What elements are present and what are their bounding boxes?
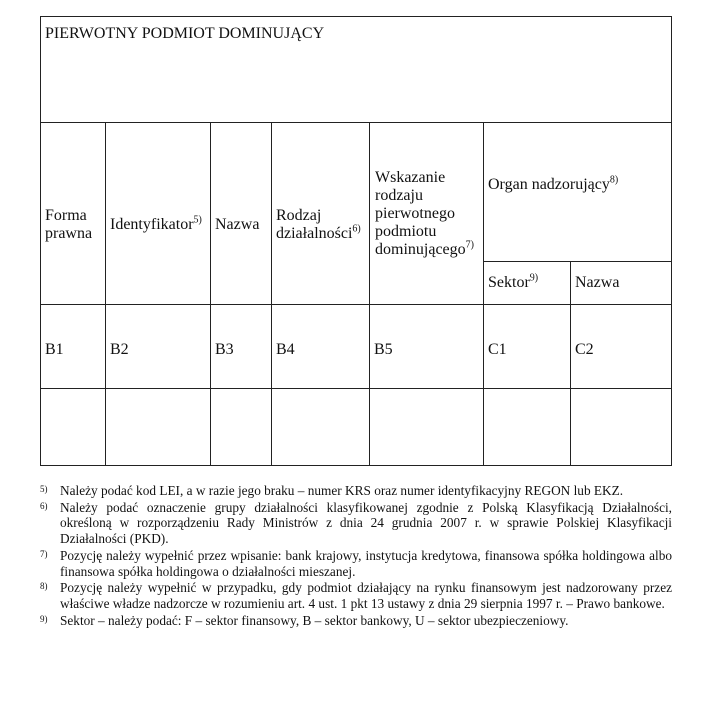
- header-forma-prawna: [41, 123, 106, 305]
- entry-cell-nazwa[interactable]: [211, 389, 272, 466]
- header-organ-label: Organ nadzorujący: [488, 176, 610, 193]
- header-forma-prawna-label: Forma prawna: [45, 206, 93, 242]
- header-organ-nadzorujacy: [484, 123, 672, 262]
- entry-cell-sektor[interactable]: [484, 389, 571, 466]
- footnote-ref-5: 5): [193, 214, 202, 226]
- header-rodzaj-label: Rodzaj działalności: [276, 206, 353, 242]
- footnote-7: [40, 548, 672, 579]
- footnote-text: Należy podać kod LEI, a w razie jego braku – numer KRS oraz numer identyfikacyjny REGON lub EKZ.: [60, 483, 624, 498]
- header-identyfikator: [106, 123, 211, 305]
- footnotes: [40, 483, 672, 628]
- header-organ-nazwa-label: Nazwa: [575, 274, 620, 291]
- header-row: [41, 123, 672, 262]
- footnote-number: 9): [40, 613, 48, 624]
- header-identyfikator-label: Identyfikator: [110, 215, 194, 233]
- entry-cell-organ-nazwa[interactable]: [571, 389, 672, 466]
- entry-row: [41, 389, 672, 466]
- document-page: [40, 16, 672, 629]
- entry-cell-forma-prawna[interactable]: [41, 389, 106, 466]
- footnote-number: 8): [40, 581, 48, 592]
- footnote-6: [40, 500, 672, 547]
- header-wskazanie-label: Wskazanie rodzaju pierwotnego podmiotu dominującego: [375, 168, 466, 258]
- code-cell-c1: C1: [484, 305, 571, 389]
- footnote-text: Pozycję należy wypełnić przez wpisanie: bank krajowy, instytucja kredytowa, finansowa spółka holdingowa albo finansowa spółka holdingowa o działalności mieszanej.: [60, 547, 672, 579]
- code-cell-c2: C2: [571, 305, 672, 389]
- header-nazwa-label: Nazwa: [215, 215, 260, 233]
- footnote-ref-7: 7): [465, 239, 474, 251]
- footnote-text: Pozycję należy wypełnić w przypadku, gdy podmiot działający na rynku finansowym jest nadzorowany przez właściwe władze nadzorcze w rozumieniu art. 4 ust. 1 pkt 13 ustawy z dnia 29 sierpnia 1997 r. – Prawo bankowe.: [60, 580, 672, 611]
- header-sektor: [484, 262, 571, 305]
- entry-cell-identyfikator[interactable]: [106, 389, 211, 466]
- footnote-number: 6): [40, 500, 48, 511]
- code-row: [41, 305, 672, 389]
- header-sektor-label: Sektor: [488, 274, 530, 291]
- dominant-entity-table: [40, 16, 672, 466]
- footnote-number: 5): [40, 484, 48, 494]
- code-cell-b2: B2: [106, 305, 211, 389]
- footnote-8: [40, 580, 672, 611]
- entry-cell-rodzaj-dzialalnosci[interactable]: [272, 389, 370, 466]
- footnote-ref-6: 6): [352, 223, 361, 235]
- footnote-ref-9: 9): [529, 272, 539, 284]
- code-cell-b4: B4: [272, 305, 370, 389]
- footnote-number: 7): [40, 548, 48, 559]
- footnote-text: Należy podać oznaczenie grupy działalności klasyfikowanej zgodnie z Polską Klasyfikacją Działalności, określoną w rozporządzeniu Rady Ministrów z dnia 24 grudnia 2007 r. w sprawie Polskiej Klasyfikacji Działalności (PKD).: [60, 499, 672, 547]
- section-title: PIERWOTNY PODMIOT DOMINUJĄCY: [41, 17, 672, 123]
- footnote-ref-8: 8): [609, 174, 619, 186]
- footnote-9: [40, 613, 672, 629]
- footnote-5: [40, 483, 672, 499]
- footnote-text: Sektor – należy podać: F – sektor finansowy, B – sektor bankowy, U – sektor ubezpieczeniowy.: [60, 612, 569, 628]
- header-rodzaj-dzialalnosci: [272, 123, 370, 305]
- code-cell-b1: B1: [41, 305, 106, 389]
- header-organ-nazwa: [571, 262, 672, 305]
- code-cell-b3: B3: [211, 305, 272, 389]
- header-wskazanie: [370, 123, 484, 305]
- header-nazwa: [211, 123, 272, 305]
- title-row: [41, 17, 672, 123]
- code-cell-b5: B5: [370, 305, 484, 389]
- entry-cell-wskazanie[interactable]: [370, 389, 484, 466]
